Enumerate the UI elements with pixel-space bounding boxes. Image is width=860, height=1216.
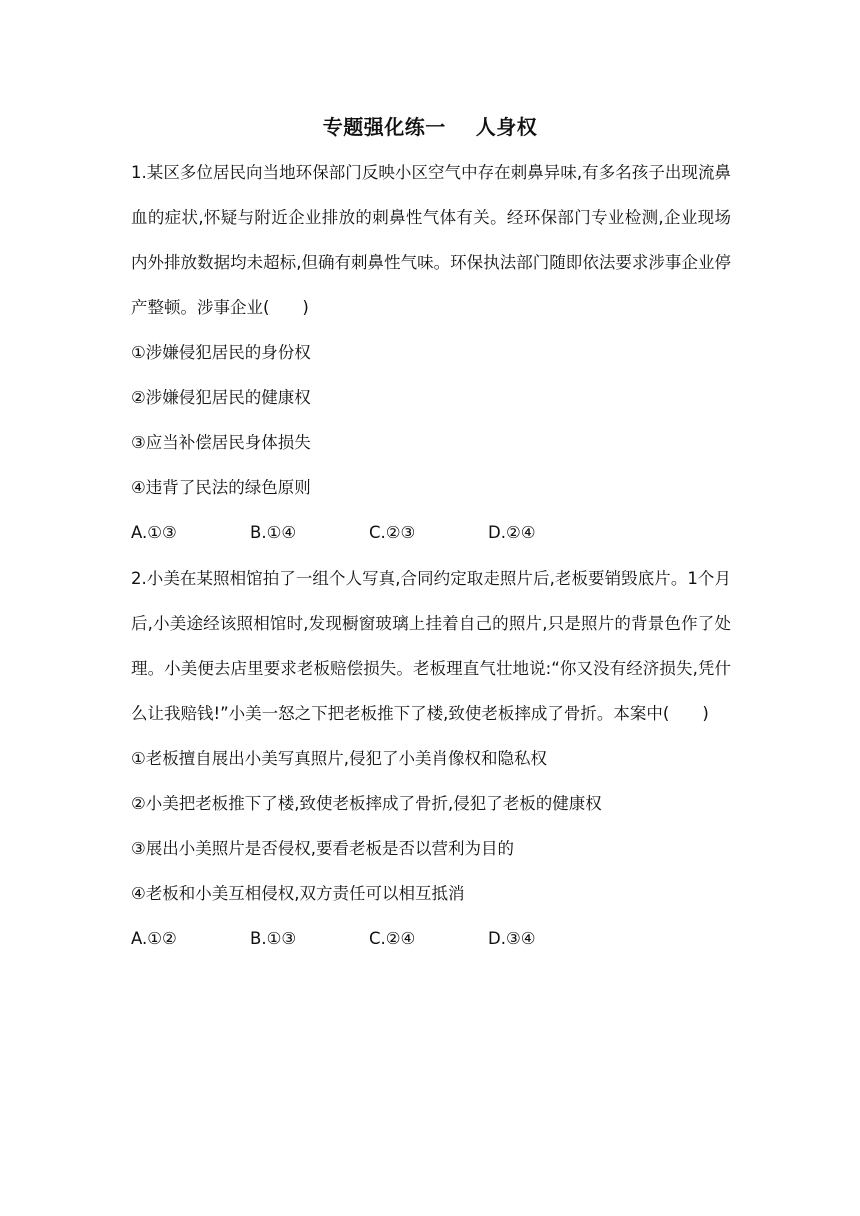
question-1-option-a: A.①③ — [131, 523, 177, 542]
title-sub: 人身权 — [475, 115, 538, 139]
question-1-options — [131, 510, 731, 555]
question-2 — [131, 556, 731, 961]
question-1-item-4: ④违背了民法的绿色原则 — [131, 478, 311, 497]
page-title — [0, 112, 860, 142]
question-1-stem: 1.某区多位居民向当地环保部门反映小区空气中存在刺鼻异味,有多名孩子出现流鼻血的症状,怀疑与附近企业排放的刺鼻性气体有关。经环保部门专业检测,企业现场内外排放数据均未超标,但确有刺鼻性气味。环保执法部门随即依法要求涉事企业停产整顿。涉事企业( ) — [131, 163, 731, 317]
question-2-option-c: C.②④ — [369, 929, 416, 948]
question-2-item-2: ②小美把老板推下了楼,致使老板摔成了骨折,侵犯了老板的健康权 — [131, 794, 602, 813]
question-2-option-a: A.①② — [131, 929, 177, 948]
question-1-option-b: B.①④ — [250, 523, 297, 542]
question-1-option-d: D.②④ — [488, 523, 536, 542]
question-2-options — [131, 916, 731, 961]
question-2-item-3: ③展出小美照片是否侵权,要看老板是否以营利为目的 — [131, 839, 515, 858]
question-1-option-c: C.②③ — [369, 523, 416, 542]
title-main: 专题强化练一 — [322, 115, 446, 139]
question-2-option-d: D.③④ — [488, 929, 536, 948]
question-2-item-4: ④老板和小美互相侵权,双方责任可以相互抵消 — [131, 884, 465, 903]
question-2-item-1: ①老板擅自展出小美写真照片,侵犯了小美肖像权和隐私权 — [131, 749, 548, 768]
question-2-option-b: B.①③ — [250, 929, 297, 948]
question-1 — [131, 150, 731, 555]
question-1-item-1: ①涉嫌侵犯居民的身份权 — [131, 343, 311, 362]
question-1-item-2: ②涉嫌侵犯居民的健康权 — [131, 388, 311, 407]
question-2-stem: 2.小美在某照相馆拍了一组个人写真,合同约定取走照片后,老板要销毁底片。1个月后,小美途经该照相馆时,发现橱窗玻璃上挂着自己的照片,只是照片的背景色作了处理。小美便去店里要求老板赔偿损失。老板理直气壮地说:“你又没有经济损失,凭什么让我赔钱!”小美一怒之下把老板推下了楼,致使老板摔成了骨折。本案中( ) — [131, 569, 731, 723]
question-1-item-3: ③应当补偿居民身体损失 — [131, 433, 311, 452]
